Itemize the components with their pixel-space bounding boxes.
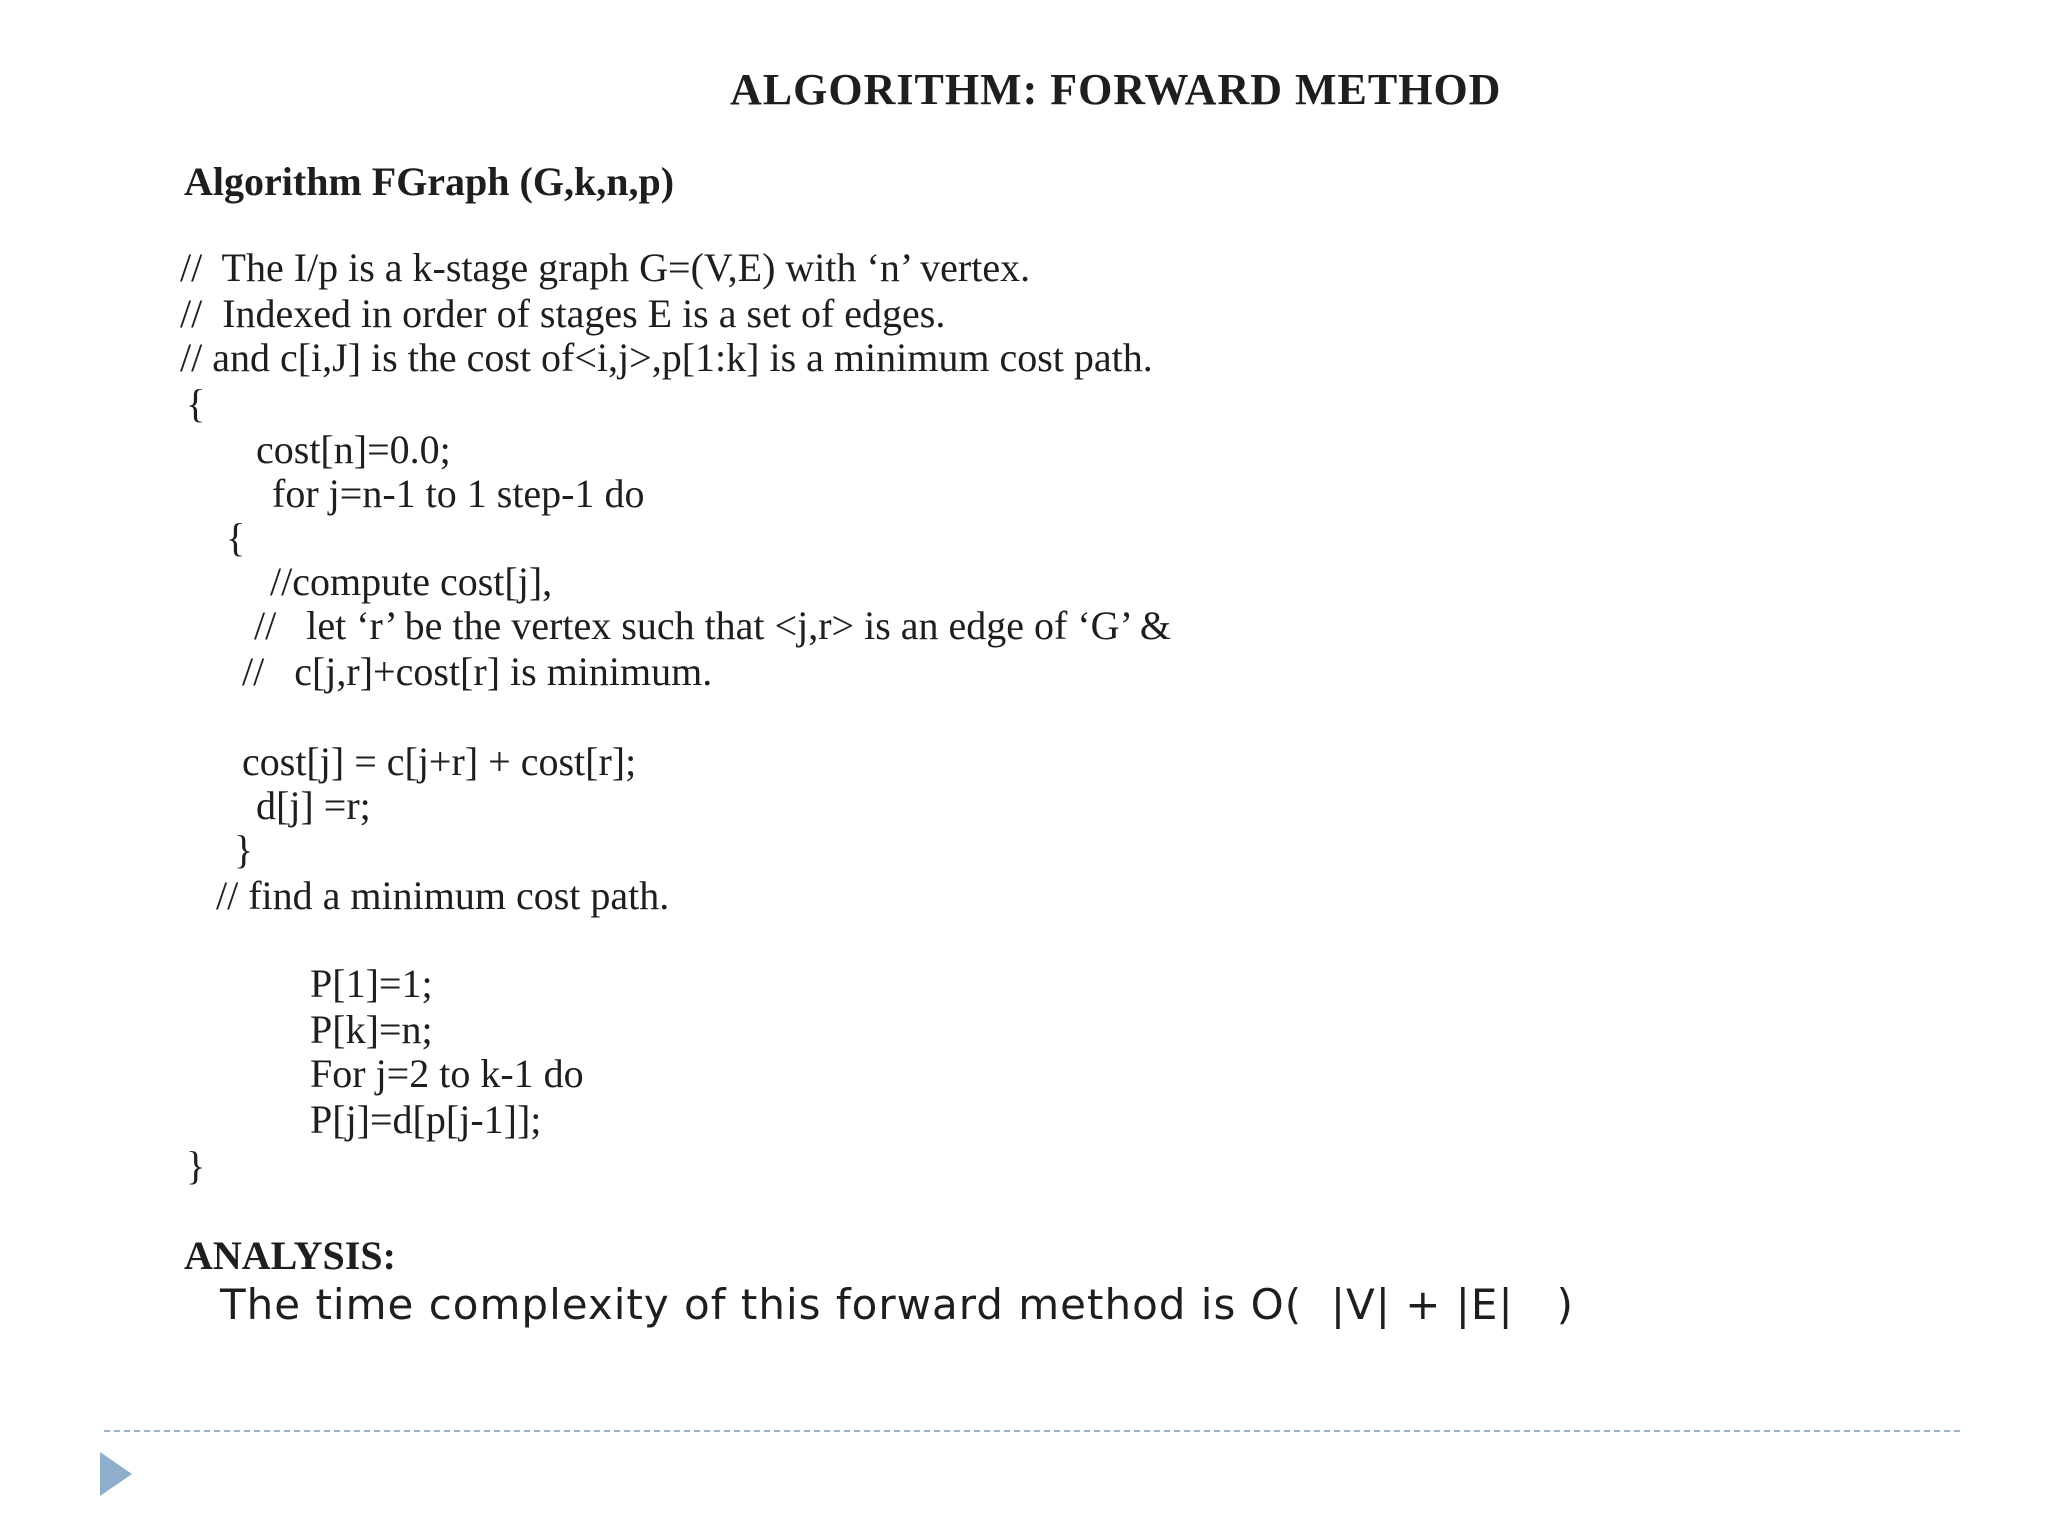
code-line: d[j] =r;: [256, 783, 371, 828]
algorithm-heading: Algorithm FGraph (G,k,n,p): [184, 159, 675, 204]
code-line: {: [186, 381, 206, 426]
analysis-label: ANALYSIS:: [184, 1233, 396, 1278]
slide-title: ALGORITHM: FORWARD METHOD: [730, 65, 1502, 114]
code-line: // find a minimum cost path.: [216, 873, 670, 918]
code-line: cost[j] = c[j+r] + cost[r];: [242, 739, 637, 784]
code-line: }: [186, 1143, 206, 1188]
analysis-text: The time complexity of this forward method is O( |V| + |E| ): [220, 1280, 1575, 1329]
code-line: for j=n-1 to 1 step-1 do: [272, 471, 645, 516]
code-line: P[1]=1;: [310, 961, 433, 1006]
footer-divider: [104, 1430, 1960, 1432]
code-line: // and c[i,J] is the cost of<i,j>,p[1:k] is a minimum cost path.: [180, 335, 1153, 380]
code-line: // let ‘r’ be the vertex such that <j,r> is an edge of ‘G’ &: [254, 603, 1172, 648]
code-line: For j=2 to k-1 do: [310, 1051, 584, 1096]
code-line: //compute cost[j],: [270, 559, 553, 604]
code-line: // Indexed in order of stages E is a set of edges.: [180, 291, 946, 336]
code-line: // The I/p is a k-stage graph G=(V,E) with ‘n’ vertex.: [180, 245, 1031, 290]
code-line: // c[j,r]+cost[r] is minimum.: [242, 649, 713, 694]
code-line: }: [234, 827, 254, 872]
code-line: P[k]=n;: [310, 1007, 433, 1052]
code-line: cost[n]=0.0;: [256, 427, 451, 472]
play-triangle-icon[interactable]: [100, 1452, 132, 1496]
code-line: P[j]=d[p[j-1]];: [310, 1097, 542, 1142]
code-line: {: [226, 515, 246, 560]
